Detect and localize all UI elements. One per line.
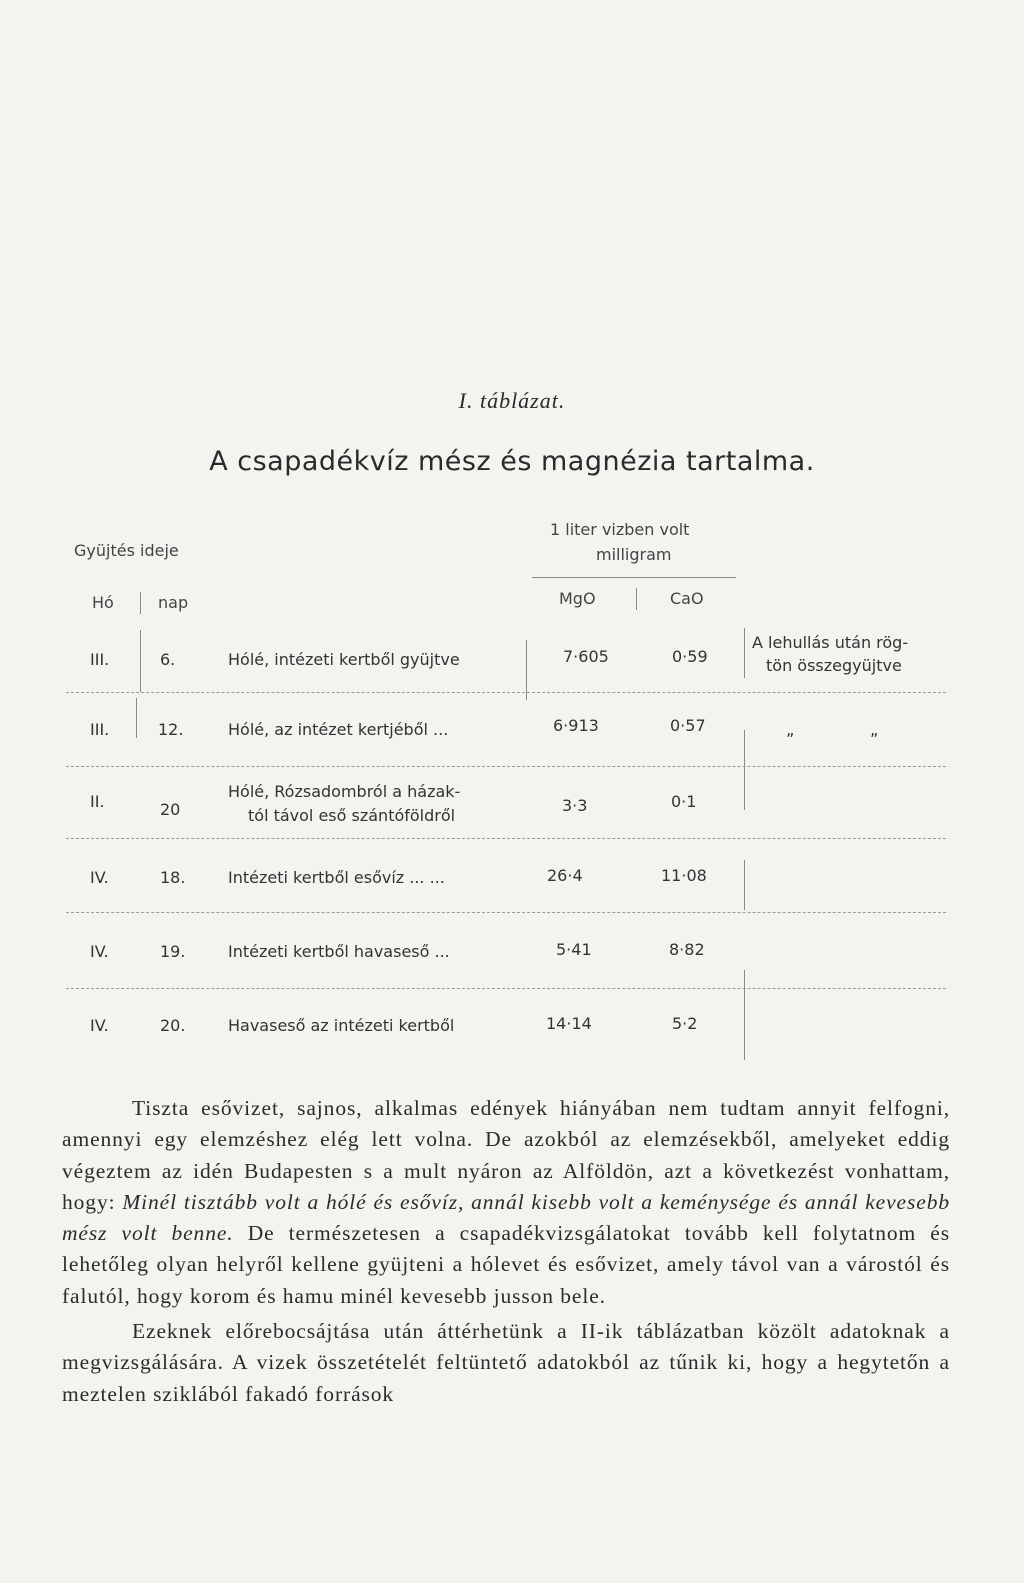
row-mgo: 6·913: [553, 716, 599, 735]
table-title: A csapadékvíz mész és magnézia tartalma.: [209, 446, 815, 477]
paragraph: Ezeknek előrebocsájtása után áttérhetünk a II-ik táblázatban közölt adatoknak a megvizsgálására. A vizek összetételét feltüntető adatokból az tűnik ki, hogy a hegytetőn a meztelen sziklából fakadó források: [62, 1319, 950, 1406]
row-month: III.: [90, 650, 110, 669]
row-description: Intézeti kertből havaseső ...: [228, 942, 450, 961]
row-description: Hólé, az intézet kertjéből ...: [228, 720, 449, 739]
row-month: IV.: [90, 1016, 109, 1035]
row-day: 12.: [158, 720, 184, 739]
row-cao: 5·2: [672, 1014, 698, 1033]
row-separator: [66, 912, 946, 913]
row-cao: 0·59: [672, 647, 708, 666]
row-separator: [66, 692, 946, 693]
header-milligram: milligram: [596, 545, 672, 564]
row-day: 6.: [160, 650, 176, 669]
row-description: Hólé, Rózsadombról a házak-: [228, 782, 461, 801]
row-separator: [66, 988, 946, 989]
emphasized-statement: Minél tisztább volt a hólé és esővíz, annál kisebb volt a keménysége és annál kevesebb mész volt benne.: [62, 1189, 950, 1246]
header-day: nap: [158, 593, 189, 612]
row-day: 20: [160, 800, 181, 819]
header-collection-time: Gyüjtés ideje: [74, 541, 179, 560]
row-note: tön összegyüjtve: [766, 656, 902, 675]
column-divider: [140, 630, 141, 692]
row-day: 18.: [160, 868, 186, 887]
row-note: A lehullás után rög-: [752, 633, 909, 652]
paragraph: [62, 1093, 950, 1312]
column-divider: [744, 730, 745, 810]
body-text: [62, 1093, 950, 1410]
row-month: II.: [90, 792, 105, 811]
row-day: 20.: [160, 1016, 186, 1035]
row-cao: 0·57: [670, 716, 706, 735]
table-caption: I. táblázat.: [458, 388, 566, 413]
row-day: 19.: [160, 942, 186, 961]
row-cao: 0·1: [671, 792, 697, 811]
row-month: IV.: [90, 942, 109, 961]
header-divider: [636, 588, 637, 610]
row-note: „: [786, 720, 795, 739]
row-mgo: 5·41: [556, 940, 592, 959]
column-divider: [744, 970, 745, 1060]
column-divider: [526, 640, 527, 700]
column-divider: [136, 698, 137, 738]
column-divider: [744, 860, 745, 910]
row-separator: [66, 838, 946, 839]
row-description: tól távol eső szántóföldről: [248, 806, 456, 825]
row-mgo: 3·3: [562, 796, 588, 815]
row-description: Hólé, intézeti kertből gyüjtve: [228, 650, 460, 669]
header-liter: 1 liter vizben volt: [550, 520, 690, 539]
header-cao: CaO: [670, 589, 704, 608]
paragraph-text: De természetesen a csapadékvizsgálatokat tovább kell folytatnom és lehetőleg olyan helyről kellene gyüjteni a hólevet és esővizet, amely távol van a várostól és falutól, hogy korom és hamu minél kevesebb jusson bele.: [62, 1221, 951, 1308]
row-cao: 11·08: [661, 866, 707, 885]
header-underline: [532, 577, 736, 578]
header-divider: [140, 592, 141, 614]
row-cao: 8·82: [669, 940, 705, 959]
header-mgo: MgO: [559, 589, 596, 608]
row-mgo: 26·4: [547, 866, 583, 885]
row-note: „: [870, 720, 879, 739]
row-description: Intézeti kertből esővíz ... ...: [228, 868, 445, 887]
row-month: III.: [90, 720, 110, 739]
header-month: Hó: [92, 593, 114, 612]
paragraph-text: Tiszta esővizet, sajnos, alkalmas edények hiányában nem tudtam annyit felfogni, amennyi egy elemzéshez elég lett volna. De azokból az elemzésekből, amelyeket eddig végeztem az idén Budapesten s a mult nyáron az Alföldön, azt a következést vonhattam, hogy:: [62, 1096, 950, 1214]
row-description: Havaseső az intézeti kertből: [228, 1016, 455, 1035]
row-mgo: 14·14: [546, 1014, 592, 1033]
row-separator: [66, 766, 946, 767]
row-month: IV.: [90, 868, 109, 887]
row-mgo: 7·605: [563, 647, 609, 666]
column-divider: [744, 628, 745, 678]
